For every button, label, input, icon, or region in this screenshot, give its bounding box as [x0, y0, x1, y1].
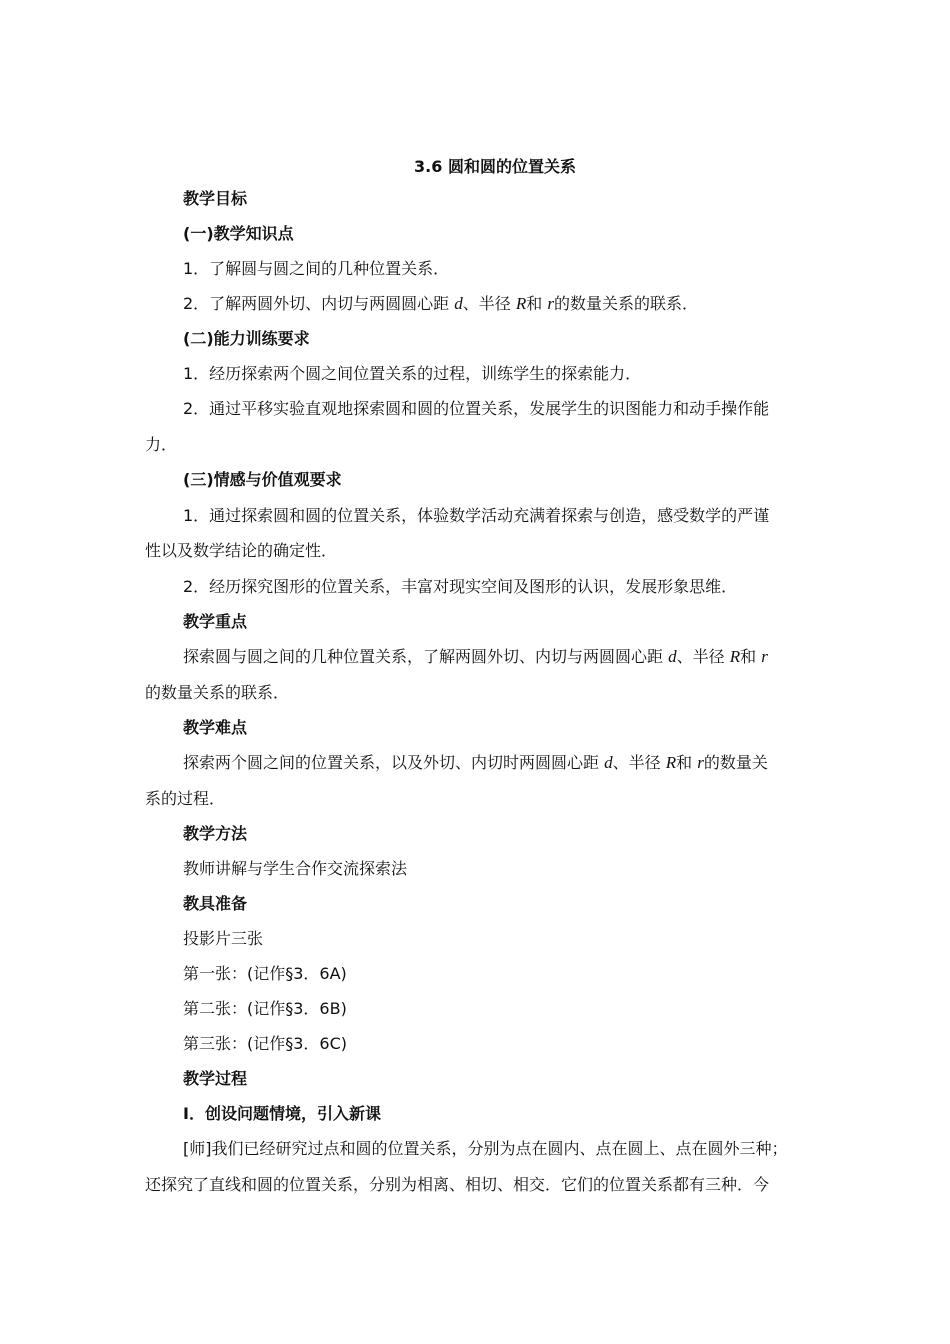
knowledge-item-1: 1．了解圆与圆之间的几种位置关系．: [183, 259, 450, 278]
diff-suffix: 的数量关: [703, 753, 768, 772]
var-R: R: [665, 753, 677, 772]
method-text: 教师讲解与学生合作交流探索法: [183, 859, 408, 878]
key-points-line-2: 的数量关系的联系．: [145, 683, 290, 702]
var-r: r: [761, 647, 768, 666]
key-prefix: 探索圆与圆之间的几种位置关系，了解两圆外切、内切与两圆圆心距: [183, 647, 664, 666]
heading-knowledge-points: (一)教学知识点: [183, 224, 294, 243]
k2-mid1: 、半径: [462, 294, 511, 313]
diff-prefix: 探索两个圆之间的位置关系，以及外切、内切时两圆圆心距: [183, 753, 600, 772]
diff-mid1: 、半径: [612, 753, 661, 772]
k2-suffix: 的数量关系的联系．: [554, 294, 699, 313]
paragraph-1-line-1: [183, 1138, 788, 1160]
difficulties-line-2: 系的过程．: [145, 789, 226, 808]
step-1-heading: Ⅰ．创设问题情境，引入新课: [183, 1104, 381, 1123]
heading-teaching-goals: 教学目标: [183, 189, 248, 208]
ability-item-2-line-2: 力．: [145, 435, 178, 454]
knowledge-item-2: [183, 293, 698, 315]
slide-1: 第一张：(记作§3．6A): [183, 964, 347, 983]
k2-mid2: 和: [526, 294, 543, 313]
paragraph-1-line-2: 还探究了直线和圆的位置关系，分别为相离、相切、相交．它们的位置关系都有三种．今: [145, 1175, 770, 1194]
key-mid1: 、半径: [676, 647, 725, 666]
heading-key-points: 教学重点: [183, 612, 248, 631]
key-mid2: 和: [740, 647, 757, 666]
var-d: d: [668, 647, 677, 666]
heading-process: 教学过程: [183, 1069, 248, 1088]
p1-line1-text: 我们已经研究过点和圆的位置关系，分别为点在圆内、点在圆上、点在圆外三种；: [211, 1139, 788, 1158]
var-r: r: [697, 753, 704, 772]
emotion-item-2: 2．经历探究图形的位置关系，丰富对现实空间及图形的认识，发展形象思维．: [183, 577, 738, 596]
var-d: d: [454, 294, 463, 313]
heading-method: 教学方法: [183, 824, 248, 843]
heading-emotion: (三)情感与价值观要求: [183, 470, 342, 489]
heading-ability: (二)能力训练要求: [183, 329, 310, 348]
tools-text: 投影片三张: [183, 929, 264, 948]
heading-tools: 教具准备: [183, 894, 248, 913]
k2-prefix: 2．了解两圆外切、内切与两圆圆心距: [183, 294, 450, 313]
slide-3: 第三张：(记作§3．6C): [183, 1034, 348, 1053]
slide-2: 第二张：(记作§3．6B): [183, 999, 347, 1018]
key-points-line-1: [183, 646, 768, 668]
heading-difficulties: 教学难点: [183, 718, 248, 737]
emotion-item-1-line-1: 1．通过探索圆和圆的位置关系，体验数学活动充满着探索与创造，感受数学的严谨: [183, 506, 770, 525]
ability-item-1: 1．经历探索两个圆之间位置关系的过程，训练学生的探索能力．: [183, 364, 642, 383]
var-r: r: [547, 294, 555, 313]
var-R: R: [729, 647, 741, 666]
document-title: 3.6 圆和圆的位置关系: [414, 157, 576, 176]
difficulties-line-1: [183, 752, 768, 774]
diff-mid2: 和: [676, 753, 693, 772]
var-d: d: [604, 753, 613, 772]
teacher-tag: [师]: [183, 1139, 212, 1158]
ability-item-2-line-1: 2．通过平移实验直观地探索圆和圆的位置关系，发展学生的识图能力和动手操作能: [183, 399, 770, 418]
var-R: R: [515, 294, 527, 313]
emotion-item-1-line-2: 性以及数学结论的确定性．: [145, 541, 338, 560]
